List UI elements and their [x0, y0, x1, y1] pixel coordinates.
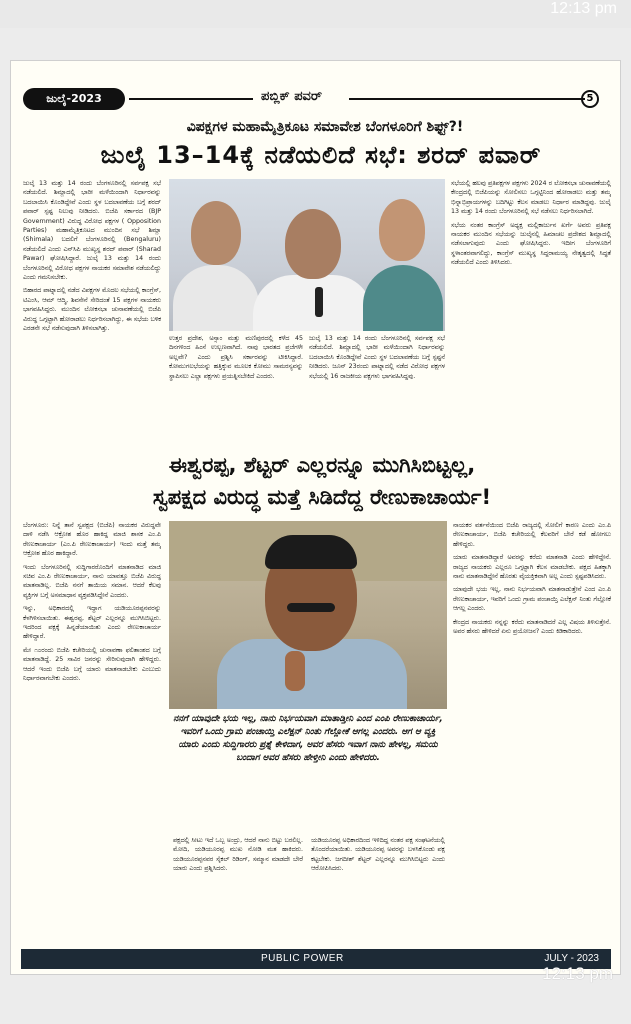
masthead-rule-right: [349, 98, 585, 100]
pull-quote: ನನಗೆ ಯಾವುದೇ ಭಯ ಇಲ್ಲ, ನಾನು ನಿರ್ಭಯವಾಗಿ ಮಾತಾಡ್ತೀನಿ ಎಂದ ಎಂಪಿ ರೇಣುಕಾಚಾರ್ಯ, ಇವರಿಗೆ ಒಂದು ಗ್ರಾಮ ಪಂಚಾಯ್ತಿ ಎಲೆಕ್ಷನ್ ನಿಂತು ಗೆಲ್ಲೋಕೆ ಆಗಲ್ಲ ಎಂದರು. ಆಗ ಆ ವ್ಯಕ್ತಿ ಯಾರು ಎಂದು ಸುದ್ದಿಗಾರರು ಪ್ರಶ್ನೆ ಕೇಳಿದಾಗ, ಅವರ ಹೆಸರು ಇವಾಗ ನಾನು ಹೇಳಲ್ಲ, ಸಮಯ ಬಂದಾಗ ಅವರ ಹೆಸರು ಹೇಳ್ತೀನಿ ಎಂದು ಹೇಳಿದರು.: [173, 714, 443, 763]
microphone-icon: [315, 287, 323, 317]
photo-person-left-head: [191, 201, 241, 265]
story2-headline-line: ಈಶ್ವರಪ್ಪ, ಶೆಟ್ಟರ್ ಎಲ್ಲರನ್ನೂ ಮುಗಿಸಿಬಿಟ್ಟಲ್ಲ,: [168, 453, 476, 477]
story1-paragraph: ಬಿಹಾರದ ಪಾಟ್ನಾದಲ್ಲಿ ನಡೆದ ವಿಪಕ್ಷಗಳ ಮೊದಲ ಸಭೆಯಲ್ಲಿ ಕಾಂಗ್ರೆಸ್, ಟಿಎಂಸಿ, ಆಮ್ ಆದ್ಮಿ, ಶಿವಸೇನೆ ಸೇರಿದಂತೆ 15 ಪಕ್ಷಗಳ ನಾಯಕರು ಭಾಗವಹಿಸಿದ್ದರು. ಮುಂದಿನ ಲೋಕಸಭಾ ಚುನಾವಣೆಯಲ್ಲಿ ಬಿಜೆಪಿ ವಿರುದ್ಧ ಒಗ್ಗಟ್ಟಾಗಿ ಹೋರಾಡಲು ನಿರ್ಧರಿಸಲಾಗಿದ್ದು, ಈ ಸಭೆಯ ಬಳಿಕ ಎರಡನೇ ಸಭೆ ನಡೆಸುವುದಾಗಿ ತಿಳಿಸಲಾಗಿತ್ತು.: [23, 287, 161, 333]
photo-person-left-body: [173, 265, 259, 331]
status-bar: [0, 0, 631, 28]
story2-paragraph: ಯಡಿಯೂರಪ್ಪ ಅಧಿಕಾರದಿಂದ ಇಳಿದಿದ್ದ ನಂತರ ಪಕ್ಷ ಸಂಘಟನೆಯಲ್ಲಿ ತೊಂದರೆಯಾಯಿತು. ಯಡಿಯೂರಪ್ಪ ಅವರನ್ನು ಬಳಸಿಕೊಂಡು ಪಕ್ಷ ಕಟ್ಟಬೇಕು. ಜಗದೀಶ್ ಶೆಟ್ಟರ್ ಎಲ್ಲರನ್ನೂ ಮುಗಿಸಿಬಿಟ್ಟರು ಎಂದು ಆರೋಪಿಸಿದರು.: [311, 837, 445, 873]
page-footer: [21, 949, 611, 969]
story1-kicker: ವಿಪಕ್ಷಗಳ ಮಹಾಮೈತ್ರಿಕೂಟ ಸಮಾವೇಶ ಬೆಂಗಳೂರಿಗೆ ಶಿಫ್ಟ್?!: [186, 119, 464, 135]
story1-paragraph: ಉತ್ತರ ಪ್ರದೇಶ, ಅಸ್ಸಾಂ ಮತ್ತು ಮಣಿಪುರದಲ್ಲಿ ಕಳೆದ 45 ದಿನಗಳಿಂದ ಹಿಂಸೆ ಉಲ್ಬಣವಾಗಿದೆ. ನಾವು ಭಾರತದ ಪ್ರಜೆಗಳೇ ಅಲ್ಲವೇ? ಎಂದು ಪ್ರಶ್ನಿಸಿ ಸರ್ಕಾರವನ್ನು ಟೀಕಿಸಿದ್ದಾರೆ. ಕೋಮುಗಲಭೆಯನ್ನು ಹತ್ತಿಕ್ಕುವ ಮೂಲಕ ಕೋಮು ಸಾಮರಸ್ಯವನ್ನು ಸ್ಥಾಪಿಸಲು ಎಲ್ಲಾ ಪಕ್ಷಗಳು ಪ್ರಯತ್ನಿಸಬೇಕಿದೆ ಎಂದರು.: [169, 335, 303, 380]
story2-column-right: [453, 521, 611, 945]
story1-column-left: [23, 179, 161, 444]
photo-person-right-head: [379, 199, 425, 261]
story2-paragraph: ಇಂದು ಬೆಂಗಳೂರಿನಲ್ಲಿ ಸುದ್ದಿಗಾರರೊಂದಿಗೆ ಮಾತನಾಡಿದ ಮಾಜಿ ಸಚಿವ ಎಂ.ಪಿ ರೇಣುಕಾಚಾರ್ಯ, ನಾನು ಯಾವತ್ತೂ ಬಿಜೆಪಿ ವಿರುದ್ಧ ಮಾತನಾಡಿಲ್ಲ. ಬಿಜೆಪಿ ನನಗೆ ತಾಯಿಯ ಸಮಾನ. ಆದರೆ ಕೆಲವು ವ್ಯಕ್ತಿಗಳ ಬಗ್ಗೆ ಅಸಮಾಧಾನ ವ್ಯಕ್ತಪಡಿಸಿದ್ದೇನೆ ಎಂದರು.: [23, 563, 161, 599]
story2-paragraph: ನಾಯಕರ ವರ್ತನೆಯಿಂದ ಬಿಜೆಪಿ ರಾಜ್ಯದಲ್ಲಿ ಸೋಲಿಗೆ ಕಾರಣ ಎಂದು ಎಂ.ಪಿ ರೇಣುಕಾಚಾರ್ಯ, ಬಿಜೆಪಿ ಕಚೇರಿಯಲ್ಲಿ ಕೆಲವರಿಗೆ ಬೇರೆ ಕಡೆ ಹೋಗಲು ಹೇಳಿದ್ದರು.: [453, 522, 611, 548]
story2-paragraph: ಕೇಂದ್ರದ ನಾಯಕರು ನನ್ನನ್ನು ಕರೆದು ಮಾತನಾಡಿದರೆ ಎಲ್ಲ ವಿಷಯ ತಿಳಿಸುತ್ತೇನೆ. ಅವರ ಹೆಸರು ಹೇಳಿದರೆ ಏನು ಪ್ರಯೋಜನ? ಎಂದು ಕಿಡಿಕಾರಿದರು.: [453, 618, 611, 636]
footer-date: JULY - 2023: [544, 953, 599, 964]
photo-person-center-head: [285, 209, 341, 279]
page-number: 5: [581, 90, 599, 108]
masthead-rule-left: [129, 98, 253, 100]
story1-column-mid-right: [309, 334, 445, 444]
story1-column-right: [451, 179, 611, 444]
story2-headline-line: ಸ್ವಪಕ್ಷದ ವಿರುದ್ಧ ಮತ್ತೆ ಸಿಡಿದೆದ್ದ ರೇಣುಕಾಚಾರ್ಯ!: [152, 485, 492, 509]
masthead-brand: ಪಬ್ಲಿಕ್ ಪವರ್: [261, 89, 322, 104]
photo-person-right-body: [363, 265, 443, 331]
masthead: [23, 88, 609, 110]
newspaper-page: [10, 60, 621, 975]
footer-brand: PUBLIC POWER: [261, 953, 344, 964]
photo-person-center-body: [253, 275, 373, 331]
story2-paragraph: ಬೆಂಗಳೂರು: ನಿನ್ನೆ ತಾನೆ ಸ್ವಪಕ್ಷದ (ಬಿಜೆಪಿ) ನಾಯಕರ ವಿರುದ್ಧವೇ ದಾಳಿ ನಡೆಸಿ ಆಕ್ರೋಶ ಹೊರ ಹಾಕಿದ್ದ ಮಾಜಿ ಶಾಸಕ ಎಂ.ಪಿ ರೇಣುಕಾಚಾರ್ಯ (ಎಂ.ಪಿ ರೇಣುಕಾಚಾರ್ಯ) ಇಂದು ಮತ್ತೆ ತಮ್ಮ ಆಕ್ರೋಶ ಹೊರ ಹಾಕಿದ್ದಾರೆ.: [23, 522, 161, 558]
story2-paragraph: ಪಕ್ಷದಲ್ಲಿ ಸೀಟು ಇದೆ ಒಬ್ಬ ಅಂದ್ರು, ಆದರೆ ನಾನು ಬಿಟ್ಟು ಬರಲಿಲ್ಲ. ಮೋದಿ, ಯಡಿಯೂರಪ್ಪ ಮುಖ ನೋಡಿ ಮತ ಹಾಕಿದರು. ಯಡಿಯೂರಪ್ಪನವರ ಸೈಕಲ್ ರಿಡಿಂಗ್, ಸಮ್ಮಾನ ಮಾಡದೇ ಬೇರೆ ಯಾರು ಎಂದು ಪ್ರಶ್ನಿಸಿದರು.: [173, 837, 303, 873]
story1-paragraph: ಜುಲೈ 13 ಮತ್ತು 14 ರಂದು ಬೆಂಗಳೂರಿನಲ್ಲಿ ಸರ್ವಪಕ್ಷ ಸಭೆ ನಡೆಯಲಿದೆ. ಶಿಮ್ಲಾದಲ್ಲಿ ಭಾರೀ ಮಳೆಯಿಂದಾಗಿ ನಿರ್ಧಾರವನ್ನು ಬದಲಾಯಿಸಿ ಕೊಂಡಿದ್ದೇವೆ ಎಂದು ಸ್ಥಳ ಬದಲಾವಣೆಯ ಬಗ್ಗೆ ಸ್ಪಷ್ಟನೆ ನೀಡಿದರು. ಜೂನ್ 23ರಂದು ಪಾಟ್ನಾದಲ್ಲಿ ನಡೆದ ವಿರೋಧ ಪಕ್ಷಗಳ ಸಭೆಯಲ್ಲಿ 16 ರಾಜಕೀಯ ಪಕ್ಷಗಳು ಭಾಗವಹಿಸಿದ್ದವು.: [309, 335, 445, 380]
story1-headline: ಜುಲೈ 13–14ಕ್ಕೆ ನಡೆಯಲಿದೆ ಸಭೆ: ಶರದ್ ಪವಾರ್: [100, 141, 542, 169]
story1-paragraph: ಜುಲೈ 13 ಮತ್ತು 14 ರಂದು ಬೆಂಗಳೂರಿನಲ್ಲಿ ಸರ್ವಪಕ್ಷ ಸಭೆ ನಡೆಯಲಿದೆ. ಶಿಮ್ಲಾದಲ್ಲಿ ಭಾರೀ ಮಳೆಯಿಂದಾಗಿ ನಿರ್ಧಾರವನ್ನು ಬದಲಾಯಿಸಿ ಕೊಂಡಿದ್ದೇವೆ ಎಂದು ಸ್ಥಳ ಬದಲಾವಣೆಯ ಬಗ್ಗೆ ಶರದ್ ಪವಾರ್ ಸ್ಪಷ್ಟ ನಿಲುವು ನೀಡಿದರು. ಬಿಜೆಪಿ ಸರ್ಕಾರದ (BJP Government) ವಿರುದ್ಧ ವಿರೋಧ ಪಕ್ಷಗಳ ( Opposition Parties) ಮಹಾಮೈತ್ರಿಕೂಟದ ಮುಂದಿನ ಸಭೆ ಶಿಮ್ಲಾ (Shimala) ಬದಲಿಗೆ ಬೆಂಗಳೂರಿನಲ್ಲಿ (Bengaluru) ನಡೆಯಲಿದೆ ಎಂದು ಎನ್‌ಸಿಪಿ ಮುಖ್ಯಸ್ಥ ಶರದ್ ಪವಾರ್ (Sharad Pawar) ಘೋಷಿಸಿದ್ದಾರೆ. ಜುಲೈ 13 ಮತ್ತು 14 ರಂದು ಬೆಂಗಳೂರಿನಲ್ಲಿ ವಿರೋಧ ಪಕ್ಷಗಳ ನಾಯಕರ ಸಮಾವೇಶ ನಡೆಯಲಿದ್ದು ಎಂದು ಗಮನಿಸಬೇಕು.: [23, 180, 161, 282]
story2-headline: [27, 449, 617, 513]
story2-column-bottom-right: [311, 836, 445, 944]
story1-paragraph: ಸಭೆಯ ನಂತರ ಕಾಂಗ್ರೆಸ್ ಅಧ್ಯಕ್ಷ ಮಲ್ಲಿಕಾರ್ಜುನ ಖರ್ಗೆ ಅವರು ಪ್ರತಿಪಕ್ಷ ನಾಯಕರ ಮುಂದಿನ ಸಭೆಯನ್ನು ಜುಲೈನಲ್ಲಿ ಹಿಮಾಚಲ ಪ್ರದೇಶದ ಶಿಮ್ಲಾದಲ್ಲಿ ನಡೆಸಲಾಗುವುದು ಎಂದು ಘೋಷಿಸಿದ್ದರು. ಇದೀಗ ಬೆಂಗಳೂರಿಗೆ ಸ್ಥಳಾಂತರವಾಗಲಿದ್ದು, ಕಾಂಗ್ರೆಸ್ ಮುಖ್ಯಸ್ಥ ಸಿದ್ದರಾಮಯ್ಯ ನೇತೃತ್ವದಲ್ಲಿ ಸಿದ್ಧತೆ ನಡೆಯಲಿದೆ ಎಂದು ತಿಳಿಸಿದರು.: [451, 221, 611, 267]
story1-paragraph: ಸಭೆಯಲ್ಲಿ ಹಲವು ಪ್ರತಿಪಕ್ಷಗಳ ಪಕ್ಷಗಳು 2024 ರ ಲೋಕಸಭಾ ಚುನಾವಣೆಯಲ್ಲಿ ಕೇಂದ್ರದಲ್ಲಿ ಬಿಜೆಪಿಯನ್ನು ಸೋಲಿಸಲು ಒಗ್ಗಟ್ಟಿನಿಂದ ಹೋರಾಡಲು ಮತ್ತು ತಮ್ಮ ಭಿನ್ನಾಭಿಪ್ರಾಯಗಳನ್ನು ಬದಿಗಿಟ್ಟು ಕೆಲಸ ಮಾಡಲು ನಿರ್ಧಾರ ಮಾಡಿದ್ದವು. ಜುಲೈ 13 ಮತ್ತು 14 ರಂದು ಬೆಂಗಳೂರಿನಲ್ಲಿ ಸಭೆ ನಡೆಸಲು ನಿರ್ಧರಿಸಲಾಗಿದೆ.: [451, 180, 611, 216]
story1-column-mid-left: [169, 334, 303, 444]
story2-column-left: [23, 521, 161, 945]
photo-person-hair: [265, 535, 357, 569]
photo-person-moustache: [287, 603, 335, 612]
story2-photo: [169, 521, 447, 709]
story2-paragraph: ಯಾವುದೇ ಭಯ ಇಲ್ಲ, ನಾನು ನಿರ್ಭಯವಾಗಿ ಮಾತನಾಡುತ್ತೇನೆ ಎಂದ ಎಂ.ಪಿ ರೇಣುಕಾಚಾರ್ಯ, ಇವರಿಗೆ ಒಂದು ಗ್ರಾಮ ಪಂಚಾಯ್ತಿ ಎಲೆಕ್ಷನ್ ನಿಂತು ಗೆಲ್ಲೋಕೆ ಆಗಲ್ಲ ಎಂದರು.: [453, 586, 611, 613]
story1-photo: [169, 179, 445, 331]
masthead-date: ಜುಲೈ-2023: [23, 88, 125, 110]
story2-paragraph: ಯಾರು ಮಾತನಾಡಿದ್ದಾರೆ ಅವರನ್ನು ಕರೆದು ಮಾತನಾಡಿ ಎಂದು ಹೇಳಿದ್ದೇನೆ. ರಾಜ್ಯದ ನಾಯಕರು ಎಲ್ಲರೂ ಒಗ್ಗಟ್ಟಾಗಿ ಕೆಲಸ ಮಾಡಬೇಕು. ಪಕ್ಷದ ಹಿತಕ್ಕಾಗಿ ನಾನು ಮಾತನಾಡಿದ್ದೇನೆ ಹೊರತು ವೈಯಕ್ತಿಕವಾಗಿ ಅಲ್ಲ ಎಂದು ಸ್ಪಷ್ಟಪಡಿಸಿದರು.: [453, 554, 611, 581]
photo-person-hand: [285, 651, 305, 691]
story2-paragraph: ಇನ್ನು, ಅಧಿಕಾರದಲ್ಲಿ ಇದ್ದಾಗ ಯಡಿಯೂರಪ್ಪನವರನ್ನು ಕೆಳಗಿಳಿಸಲಾಯಿತು. ಈಶ್ವರಪ್ಪ, ಶೆಟ್ಟರ್ ಎಲ್ಲರನ್ನೂ ಮುಗಿಸಿಬಿಟ್ಟರು. ಇದರಿಂದ ಪಕ್ಷಕ್ಕೆ ಹಿನ್ನಡೆಯಾಯಿತು ಎಂದು ರೇಣುಕಾಚಾರ್ಯ ಹೇಳಿದ್ದಾರೆ.: [23, 605, 161, 641]
status-clock: 12:13 pm: [550, 0, 617, 17]
story2-column-bottom-mid: [173, 836, 303, 944]
overlay-clock: 12:13 pm: [542, 964, 613, 983]
story2-paragraph: ಮೇ ೧೦ರಂದು ಬಿಜೆಪಿ ಕಚೇರಿಯಲ್ಲಿ ಚುನಾವಣಾ ಫಲಿತಾಂಶದ ಬಗ್ಗೆ ಮಾತನಾಡಿದ್ದೆ. 25 ಸಾವಿರ ಜನರನ್ನು ಸೇರಿಸುವುದಾಗಿ ಹೇಳಿದ್ದರು. ಆದರೆ ಇಂದು ಬಿಜೆಪಿ ಬಗ್ಗೆ ಯಾರು ಮಾತನಾಡಬೇಕು ಎಂಬುದು ನಿರ್ಧಾರವಾಗಬೇಕು ಎಂದರು.: [23, 646, 161, 683]
